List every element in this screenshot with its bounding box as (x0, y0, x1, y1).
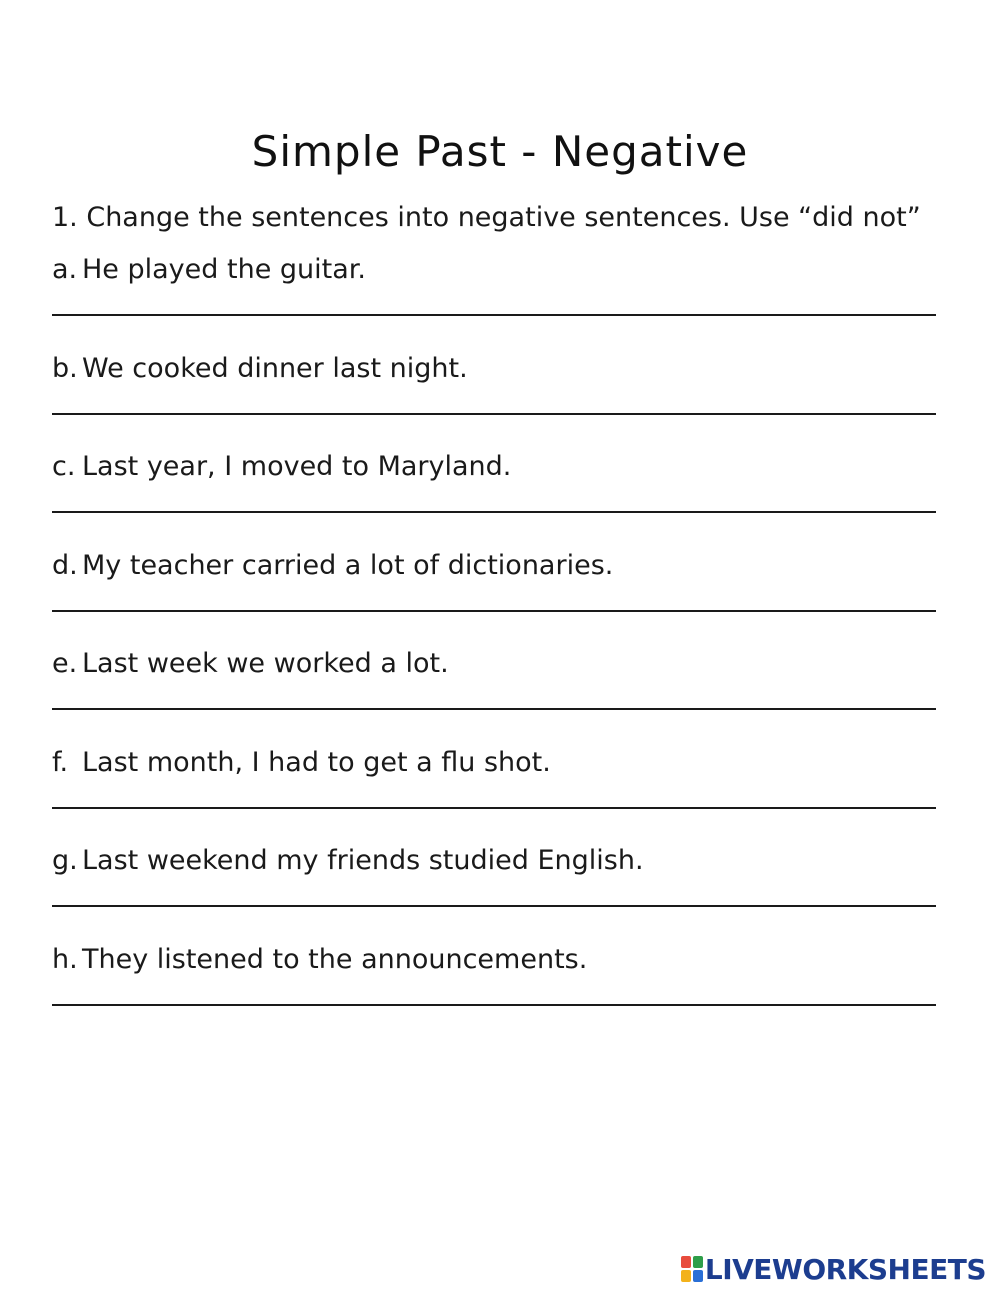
exercise-letter: h. (52, 944, 78, 975)
answer-line[interactable] (52, 708, 936, 710)
exercise-sentence-text: Last weekend my friends studied English. (82, 845, 644, 876)
exercise-letter: f. (52, 747, 69, 778)
answer-line[interactable] (52, 610, 936, 612)
exercise-sentence-text: Last year, I moved to Maryland. (82, 451, 512, 482)
logo-text: LIVEWORKSHEETS (704, 1252, 986, 1286)
exercise-item (52, 940, 936, 1038)
logo-tile (693, 1270, 703, 1282)
answer-line[interactable] (52, 314, 936, 316)
exercise-sentence (52, 546, 613, 586)
exercise-sentence (52, 841, 644, 881)
answer-line[interactable] (52, 511, 936, 513)
exercise-sentence-text: Last week we worked a lot. (82, 648, 449, 679)
exercise-sentence-text: He played the guitar. (82, 254, 366, 285)
logo-tile (693, 1256, 703, 1268)
exercise-letter: b. (52, 353, 78, 384)
exercise-item (52, 743, 936, 841)
exercise-sentence (52, 743, 551, 783)
exercise-sentence (52, 940, 587, 980)
answer-line[interactable] (52, 1004, 936, 1006)
logo-tile (681, 1256, 691, 1268)
answer-line[interactable] (52, 413, 936, 415)
exercise-item (52, 250, 936, 348)
exercise-sentence (52, 349, 468, 389)
logo-tile (681, 1270, 691, 1282)
page-title: Simple Past - Negative (251, 127, 749, 176)
exercise-letter: e. (52, 648, 78, 679)
exercise-item (52, 644, 936, 742)
exercise-letter: g. (52, 845, 78, 876)
exercise-sentence (52, 250, 366, 290)
exercise-sentence-text: My teacher carried a lot of dictionaries. (82, 550, 614, 581)
exercise-letter: d. (52, 550, 78, 581)
exercise-item (52, 841, 936, 939)
liveworksheets-logo-icon (681, 1256, 703, 1282)
answer-line[interactable] (52, 807, 936, 809)
instruction-text: 1. Change the sentences into negative sentences. Use “did not” (52, 202, 921, 233)
exercise-item (52, 349, 936, 447)
exercise-letter: a. (52, 254, 78, 285)
exercise-sentence-text: Last month, I had to get a flu shot. (82, 747, 551, 778)
exercise-item (52, 447, 936, 545)
exercise-sentence-text: We cooked dinner last night. (82, 353, 468, 384)
exercise-sentence-text: They listened to the announcements. (82, 944, 588, 975)
answer-line[interactable] (52, 905, 936, 907)
liveworksheets-logo (681, 1252, 986, 1286)
exercise-item (52, 546, 936, 644)
exercise-letter: c. (52, 451, 76, 482)
exercise-sentence (52, 644, 449, 684)
exercise-sentence (52, 447, 511, 487)
